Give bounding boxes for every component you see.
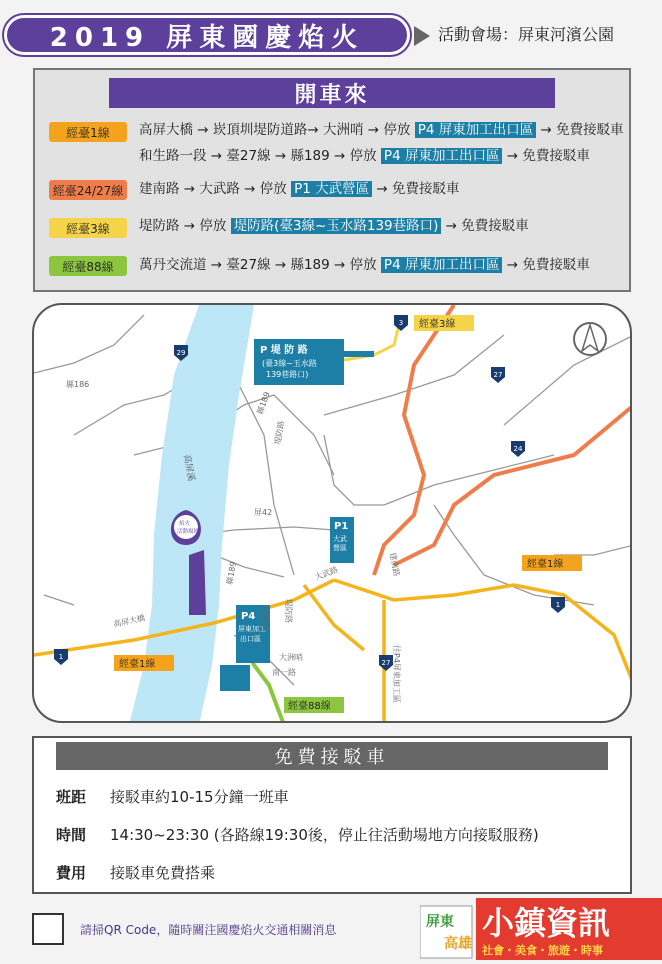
- route-line: 建南路 → 大武路 → 停放 P1 大武營區 → 免費接駁車: [139, 181, 460, 197]
- map-label: 南一路: [272, 668, 296, 677]
- shuttle-label: 時間: [56, 826, 87, 844]
- parking-p4-title: P4: [241, 611, 256, 622]
- map-label: 縣189: [225, 560, 239, 586]
- route-marker-24: 24: [513, 445, 523, 453]
- shuttle-value: 接駁車免費搭乘: [110, 864, 216, 882]
- parking-dike-title: P 堤 防 路: [260, 345, 308, 356]
- route-marker-1: 1: [58, 653, 64, 661]
- map-label: 大洲哨: [279, 653, 303, 662]
- shuttle-label: 班距: [56, 788, 87, 806]
- parking-dike-sub: 139巷路口): [266, 370, 309, 379]
- parking-p4-sub: 屏東加工: [238, 625, 266, 633]
- drive-section: [33, 68, 631, 292]
- parking-p1-sub: 大武: [333, 535, 347, 543]
- map-label: 崁蘭圳: [260, 605, 269, 629]
- river-label: 高屏溪: [181, 453, 196, 483]
- map-label: 堤防路: [284, 599, 293, 623]
- route-marker-3: 3: [398, 319, 404, 327]
- map-label: 大武路: [313, 565, 340, 582]
- shuttle-title: 免費接駁車: [56, 742, 608, 770]
- map-label: 縣186: [66, 380, 90, 389]
- parking-dike-sub: (臺3線~玉水路: [262, 359, 317, 368]
- route-marker-27: 27: [493, 371, 503, 379]
- tag-tai1-label: 經臺1線: [119, 659, 156, 670]
- venue-text: 活動會場：屏東河濱公園: [438, 25, 615, 44]
- route-badge-tai1: 經臺1線: [49, 122, 127, 142]
- compass-icon: [574, 323, 606, 355]
- brand-main: 小鎮資訊: [482, 904, 611, 942]
- route-line: 堤防路 → 停放 堤防路(臺3線~玉水路139巷路口) → 免費接駁車: [139, 218, 529, 234]
- parking-p4-sub: 出口區: [240, 635, 261, 643]
- parking-p1-sub: 營區: [333, 544, 347, 552]
- route-badge-tai24-27: 經臺24/27線: [49, 180, 127, 200]
- tag-tai1-label: 經臺1線: [527, 559, 564, 570]
- map-label: 縣189: [255, 390, 272, 416]
- route-badge-tai3: 經臺3線: [49, 218, 127, 238]
- route-line: 高屏大橋 → 崁頂圳堤防道路→ 大洲哨 → 停放 P4 屏東加工出口區 → 免費接駁車: [139, 122, 624, 138]
- brand-tags: 社會・美食・旅遊・時事: [482, 944, 603, 957]
- header: [0, 12, 662, 58]
- map-label: 高屏大橋: [112, 613, 146, 629]
- route-line: 萬丹交流道 → 臺27線 → 縣189 → 停放 P4 屏東加工出口區 → 免費接駁車: [139, 257, 590, 273]
- route-marker-27: 27: [381, 659, 391, 667]
- event-title: 2019 屏東國慶焰火: [4, 15, 410, 55]
- map-label: 屏42: [254, 508, 273, 517]
- brand-side: 高雄: [444, 936, 472, 952]
- shuttle-value: 14:30~23:30 (各路線19:30後，停止往活動場地方向接駁服務): [110, 826, 539, 844]
- shuttle-label: 費用: [56, 864, 87, 882]
- map-label: 建南路: [388, 551, 402, 577]
- parking-dike-arrow: [334, 351, 374, 357]
- tag-tai88-label: 經臺88線: [288, 701, 331, 712]
- drive-title: 開車來: [109, 78, 555, 108]
- route-badge-tai88: 經臺88線: [49, 256, 127, 276]
- brand-logo: [420, 898, 662, 960]
- qr-code[interactable]: [32, 913, 64, 945]
- parking-p1-title: P1: [334, 521, 349, 532]
- map-svg: [34, 305, 632, 723]
- map-label: 堤防路: [273, 420, 287, 446]
- arrow-icon: [414, 26, 430, 46]
- route-marker-1: 1: [555, 601, 561, 609]
- qr-note: 請掃QR Code，隨時關注國慶焰火交通相關消息: [80, 923, 337, 937]
- venue-pin-label: 活動場地: [177, 529, 200, 535]
- shuttle-section: [32, 736, 632, 894]
- venue-pin-label: 焰火: [179, 521, 191, 527]
- route-24-27: [374, 305, 632, 575]
- tag-tai3-label: 經臺3線: [419, 319, 456, 330]
- brand-side: 屏東: [426, 914, 454, 930]
- parking-p4-lot: [220, 665, 250, 691]
- route-line: 和生路一段 → 臺27線 → 縣189 → 停放 P4 屏東加工出口區 → 免費接駁車: [139, 148, 590, 164]
- shuttle-value: 接駁車約10-15分鐘一班車: [110, 788, 289, 806]
- venue-zone: [189, 550, 206, 615]
- route-marker-29: 29: [176, 349, 186, 357]
- route-map: [32, 303, 632, 723]
- map-label: 往P4屏東加工區: [392, 645, 401, 703]
